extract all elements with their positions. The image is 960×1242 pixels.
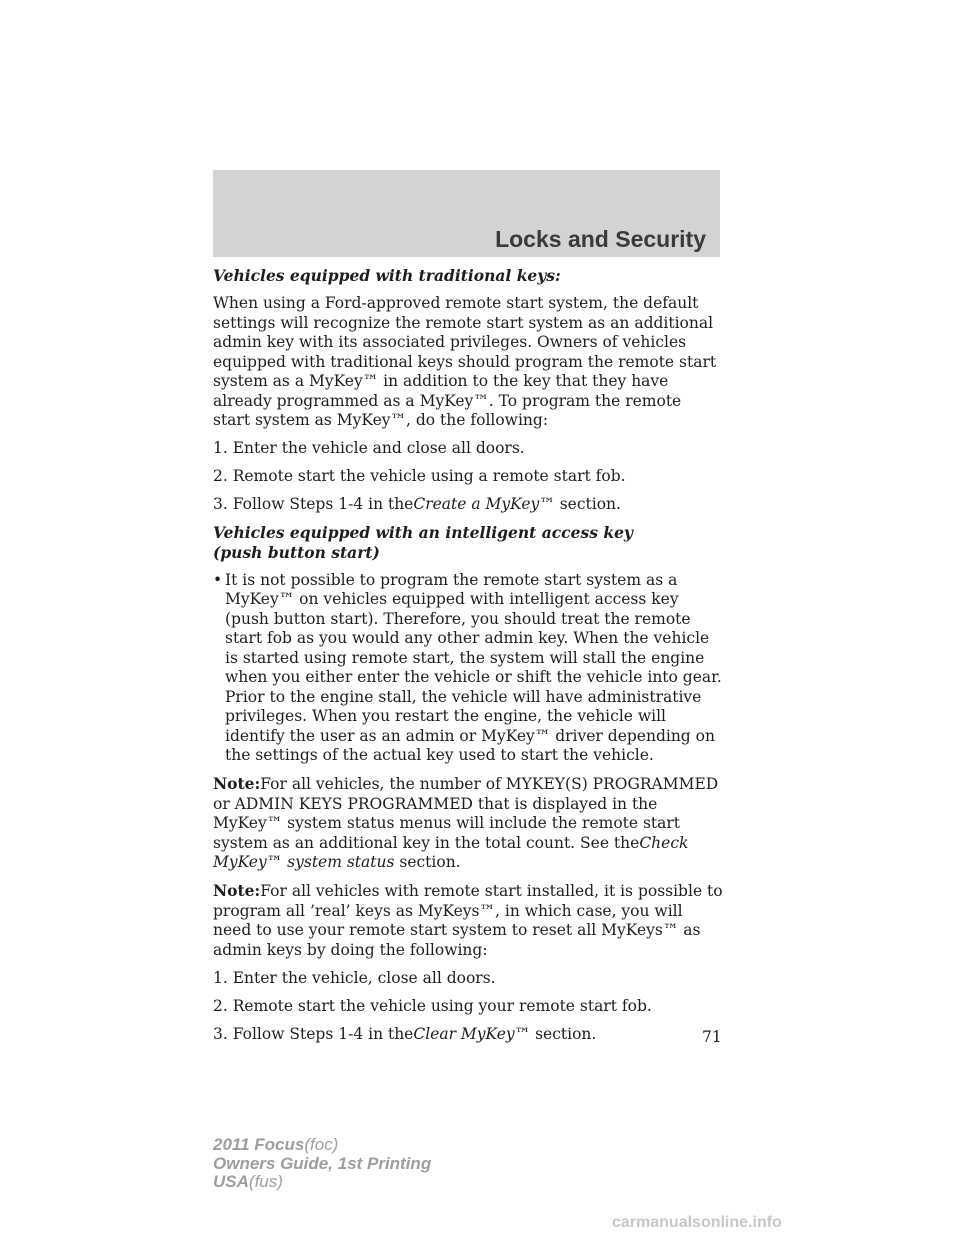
heading-intelligent-access	[213, 523, 723, 562]
step-3	[213, 495, 723, 515]
heading-traditional-keys: Vehicles equipped with traditional keys:	[213, 266, 561, 285]
heading-intelligent-access-line1: Vehicles equipped with an intelligent access key	[213, 523, 633, 542]
paragraph-traditional-keys: When using a Ford-approved remote start system, the default settings will recognize the remote start system as an additional admin key with its associated privileges. Owners of vehicles equipped with traditional keys should program the remote start system as a MyKey™ in addition to the key that they have already programmed as a MyKey™. To program the remote start system as MyKey™, do the following:	[213, 294, 717, 429]
step2-1: 1. Enter the vehicle, close all doors.	[213, 968, 496, 987]
footer-model: 2011 Focus	[213, 1135, 305, 1154]
note-2-text: For all vehicles with remote start installed, it is possible to program all ’real’ keys as MyKeys™, in which case, you will need to use your remote start system to reset all MyKeys™ as admin keys by doing the following:	[213, 882, 723, 959]
step-3-reference: Create a MyKey™	[413, 495, 555, 513]
step2-2: 2. Remote start the vehicle using your remote start fob.	[213, 996, 652, 1015]
footer-imprint	[213, 1136, 431, 1192]
step2-3-reference: Clear MyKey™	[413, 1024, 531, 1043]
step-3-prefix: 3. Follow Steps 1-4 in the	[213, 495, 414, 513]
note-2-label: Note:	[213, 881, 261, 900]
note-1-suffix: section.	[399, 853, 461, 871]
bullet-item	[213, 571, 723, 766]
footer-market-code: (fus)	[248, 1172, 283, 1191]
bullet-icon: •	[213, 570, 223, 589]
step2-3-suffix: section.	[535, 1024, 597, 1043]
step-1: 1. Enter the vehicle and close all doors.	[213, 439, 525, 457]
note-1-reference: Check MyKey™ system status	[213, 833, 689, 871]
footer-market: USA	[213, 1172, 249, 1191]
footer-model-code: (foc)	[304, 1135, 339, 1154]
note-1-text: For all vehicles, the number of MYKEY(S) PROGRAMMED or ADMIN KEYS PROGRAMMED that is displayed in the MyKey™ system status menus will include the remote start system as an additional key in the total count. See the	[213, 775, 719, 852]
body-text	[213, 266, 723, 1053]
footer-line-1	[213, 1136, 431, 1155]
footer-line-2: Owners Guide, 1st Printing	[213, 1153, 432, 1173]
heading-intelligent-access-line2: (push button start)	[213, 542, 380, 562]
page-number: 71	[702, 1028, 722, 1046]
step-3-suffix: section.	[559, 495, 621, 513]
step-2: 2. Remote start the vehicle using a remote start fob.	[213, 467, 626, 485]
note-2	[213, 881, 723, 960]
footer-line-3	[213, 1173, 431, 1192]
watermark: carmanualsonline.info	[612, 1214, 782, 1231]
bullet-text: It is not possible to program the remote start system as a MyKey™ on vehicles equipped with intelligent access key (push button start). Therefore, you should treat the remote start fob as you would any other admin key. When the vehicle is started using remote start, the system will stall the engine when you either enter the vehicle or shift the vehicle into gear. Prior to the engine stall, the vehicle will have administrative privileges. When you restart the engine, the vehicle will identify the user as an admin or MyKey™ driver depending on the settings of the actual key used to start the vehicle.	[225, 570, 722, 764]
step2-3-prefix: 3. Follow Steps 1-4 in the	[213, 1024, 414, 1043]
note-1	[213, 774, 723, 873]
note-1-label: Note:	[213, 774, 261, 793]
section-header-band	[213, 170, 720, 257]
section-title: Locks and Security	[495, 226, 706, 252]
step2-3	[213, 1025, 723, 1045]
